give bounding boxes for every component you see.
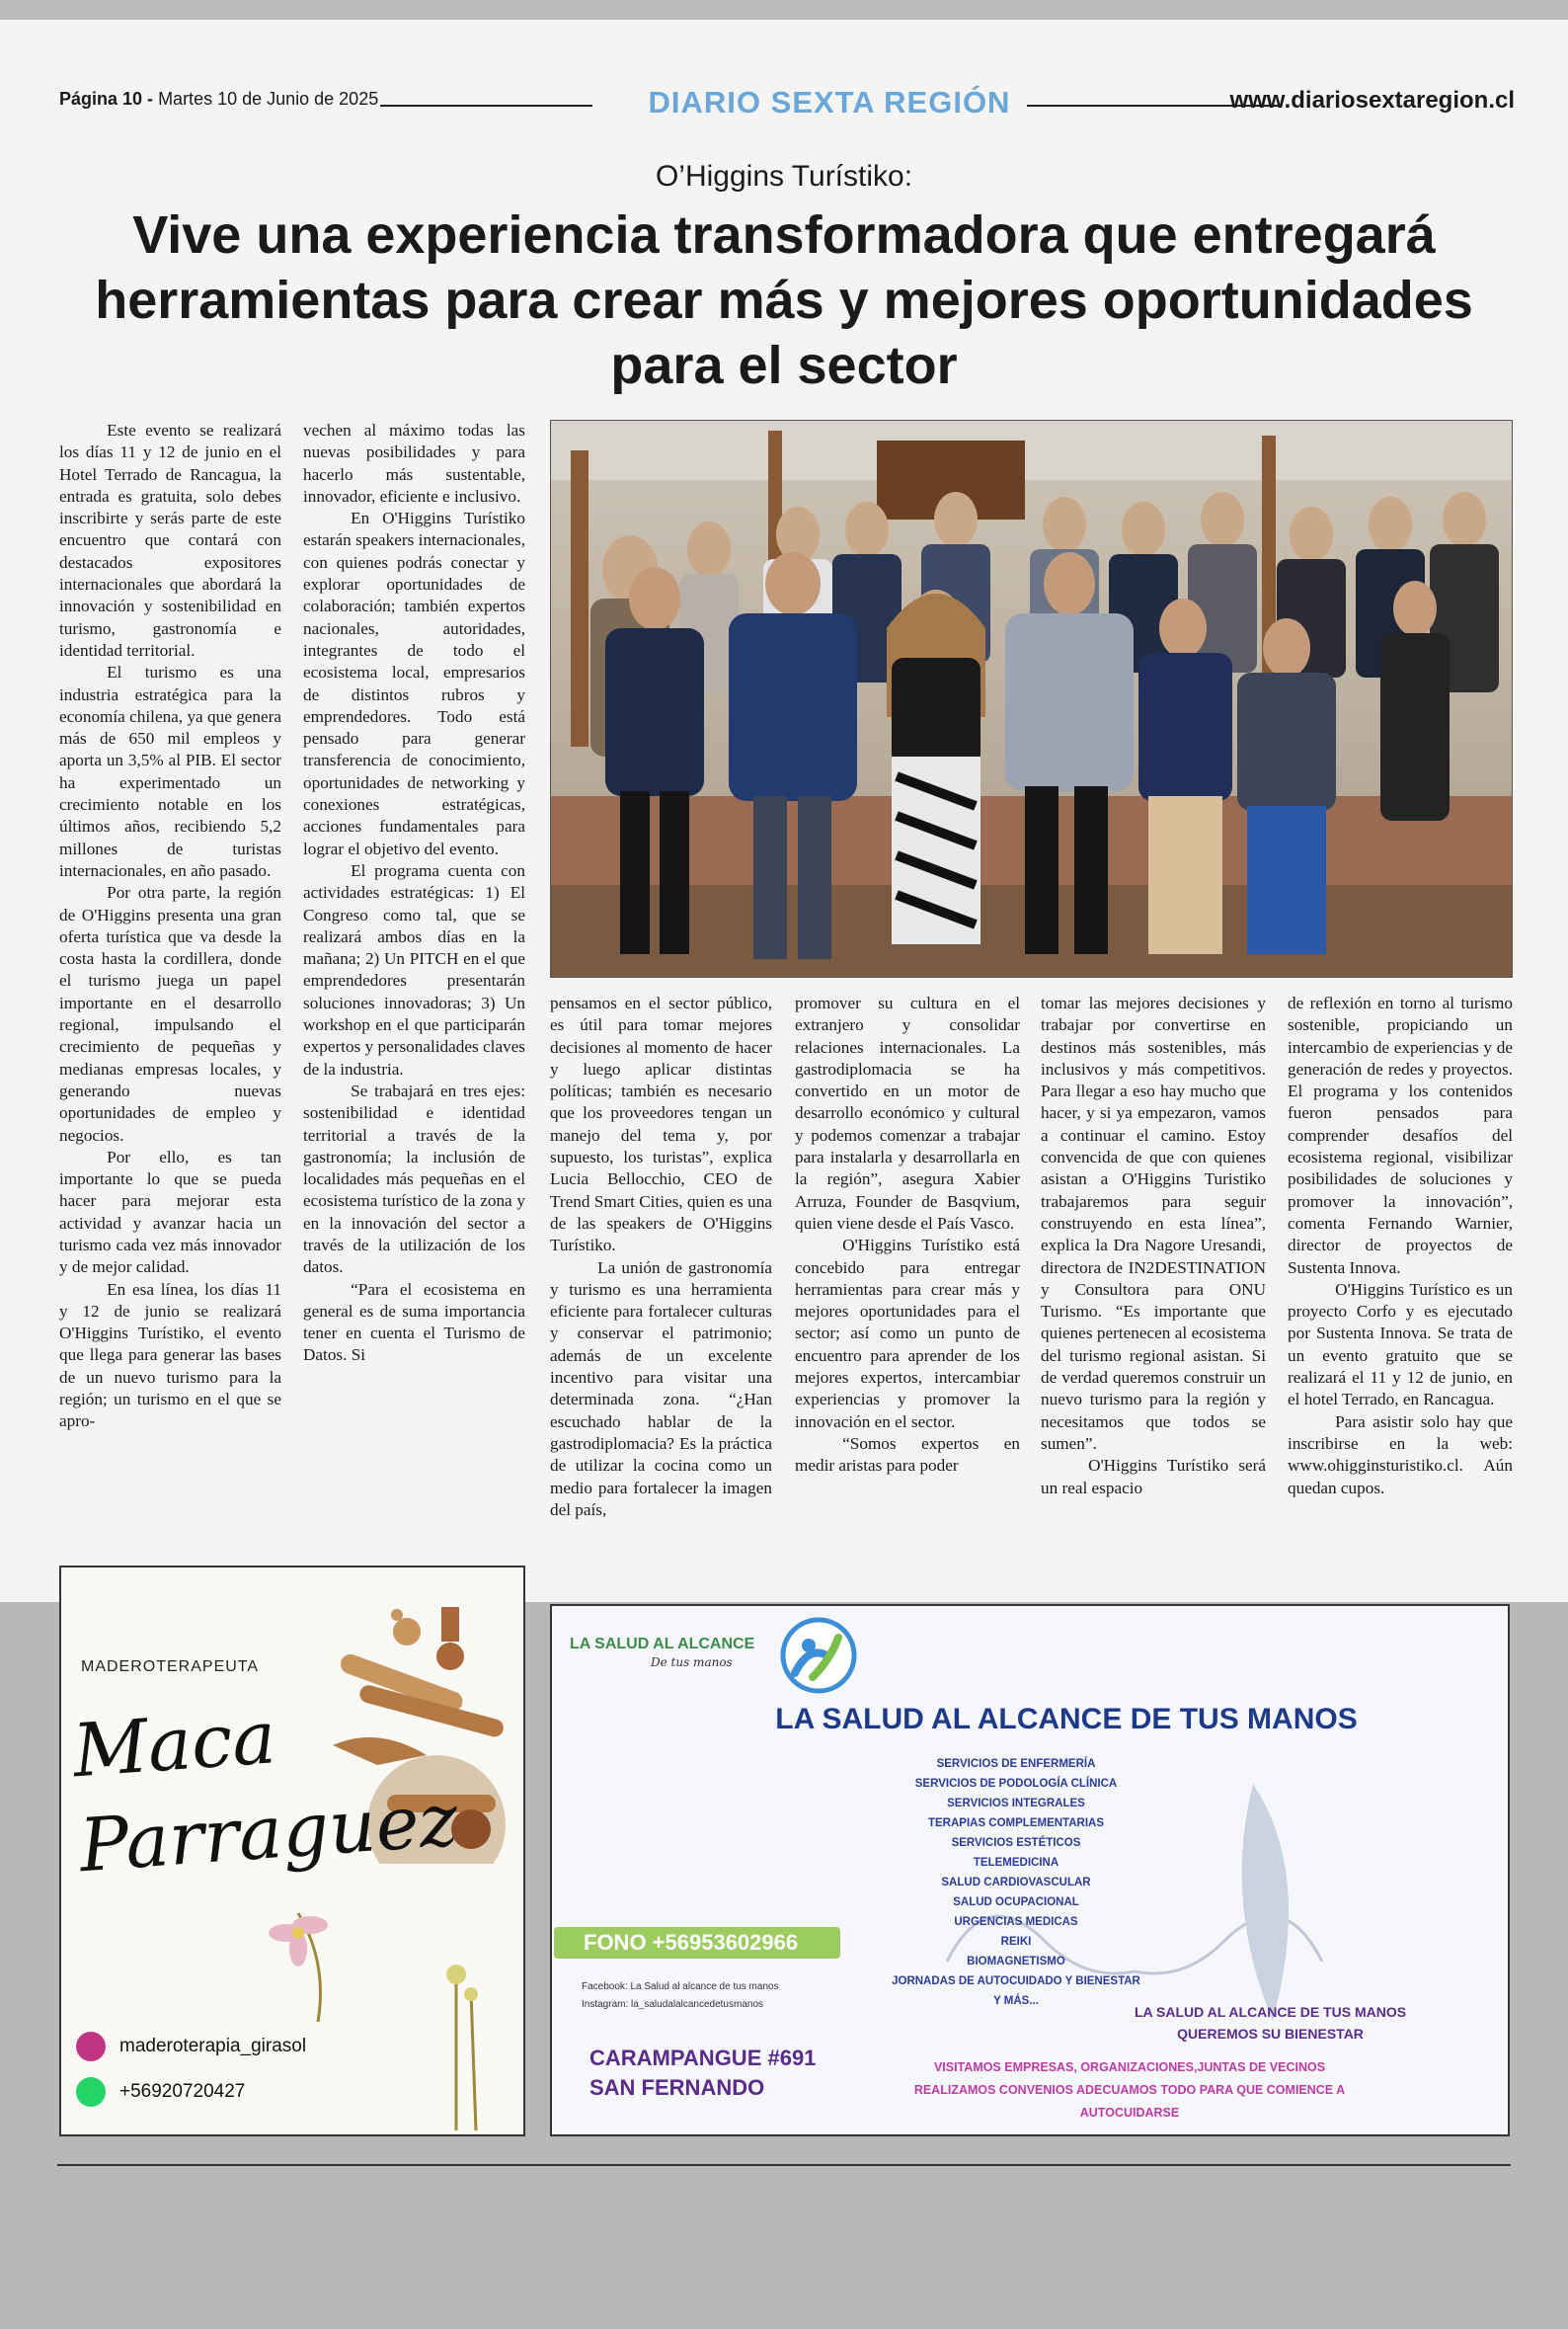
group-photo-illustration <box>551 421 1513 978</box>
paragraph: “Somos expertos en medir aristas para poder <box>795 1433 1020 1476</box>
whatsapp-number[interactable]: +56920720427 <box>119 2081 246 2102</box>
service-item: TERAPIAS COMPLEMENTARIAS <box>927 1817 1105 1829</box>
paragraph: Por ello, es tan importante lo que se pueda hacer para mejorar esta actividad y avanzar hacia un turismo cada vez más innovador y de mejor calidad. <box>59 1147 281 1277</box>
profession-label: MADEROTERAPEUTA <box>81 1658 260 1675</box>
service-item: BIOMAGNETISMO <box>967 1956 1065 1968</box>
article-column-1 <box>59 420 281 1433</box>
paragraph: Para asistir solo hay que inscribirse en la web: www.ohigginsturistiko.cl. Aún quedan cupos. <box>1288 1411 1513 1497</box>
facebook-line: Facebook: La Salud al alcance de tus manos <box>582 1981 779 1992</box>
ad-tagline <box>1135 2001 1406 2045</box>
article-column-2 <box>303 420 525 1367</box>
address-city: SAN FERNANDO <box>589 2075 765 2100</box>
ad-visit-note <box>888 2056 1372 2125</box>
therapist-last-name: Parraguez <box>76 1777 461 1889</box>
instagram-contact[interactable] <box>76 2032 306 2061</box>
ad-title: LA SALUD AL ALCANCE DE TUS MANOS <box>775 1703 1358 1735</box>
maderoterapia-ad <box>59 1566 525 2136</box>
salud-ad <box>550 1604 1510 2136</box>
health-logo-icon <box>779 1616 858 1695</box>
page-header <box>59 85 1515 128</box>
therapist-name <box>70 1678 461 1893</box>
service-item: SALUD OCUPACIONAL <box>953 1896 1079 1908</box>
service-item: SALUD CARDIOVASCULAR <box>941 1877 1091 1888</box>
whatsapp-icon <box>76 2077 106 2107</box>
flower-icon <box>259 1903 515 2130</box>
page-info <box>59 89 378 110</box>
paragraph: tomar las mejores decisiones y trabajar por convertirse en destinos más sostenibles, más inclusivos y más competitivos. Para llegar a eso hay mucho que hacer, y si ya empezaron, vamos a continuar el camino. Estoy convencida de que con quienes asistan a O'Higgins Turistiko trabajaremos para seguir construyendo en esta línea”, explica la Dra Nagore Uresandi, directora de IN2DESTINATION y Consultora para ONU Turismo. “Es importante que quienes pertenecen al ecosistema del turismo regional asistan. Si de verdad queremos construir un nuevo turismo para la región y necesitamos que todos se sumen”. <box>1041 994 1266 1453</box>
service-item: JORNADAS DE AUTOCUIDADO Y BIENESTAR <box>892 1975 1140 1987</box>
services-list <box>740 1754 1293 2011</box>
article-column-3 <box>550 993 772 1521</box>
paragraph: El turismo es una industria estratégica para la economía chilena, ya que genera más de 650 mil empleos y aporta un 3,5% al PIB. El sector ha experimentado un crecimiento notable en los últimos años, recibiendo 5,2 millones de turistas internacionales, en año pasado. <box>59 663 281 880</box>
paragraph: En O'Higgins Turístiko estarán speakers internacionales, con quienes podrás conectar y explorar oportunidades de colaboración; también expertos nacionales, autoridades, integrantes de todo el ecosistema local, empresarios de distintos rubros y emprendedores. Todo está pensado para generar transferencia de conocimiento, oportunidades de networking y conexiones estratégicas, acciones fundamentales para lograr el objetivo del evento. <box>303 509 525 858</box>
paragraph: En esa línea, los días 11 y 12 de junio se realizará O'Higgins Turístiko, el evento que llega para generar las bases de un nuevo turismo para la región; un turismo en el que se apro- <box>59 1279 281 1431</box>
paragraph: O'Higgins Turístiko será un real espacio <box>1041 1456 1266 1497</box>
newspaper-name: DIARIO SEXTA REGIÓN <box>648 85 1011 120</box>
paragraph: “Para el ecosistema en general es de suma importancia tener en cuenta el Turismo de Datos. Si <box>303 1279 525 1365</box>
website-url: www.diariosextaregion.cl <box>1229 87 1515 114</box>
article-column-6 <box>1288 993 1513 1499</box>
visit-line: VISITAMOS EMPRESAS, ORGANIZACIONES,JUNTAS DE VECINOS <box>933 2060 1326 2074</box>
article-column-5 <box>1041 993 1266 1499</box>
service-item: Y MÁS... <box>993 1995 1039 2007</box>
paragraph: O'Higgins Turístiko está concebido para entregar herramientas para crear más y mejores oportunidades para el sector; así como un punto de encuentro para aprender de los mejores expertos, intercambiar experiencias y promover la innovación en el sector. <box>795 1236 1020 1431</box>
service-item: REIKI <box>1000 1936 1032 1948</box>
paragraph: vechen al máximo todas las nuevas posibilidades y para hacerlo más sustentable, innovador, eficiente e inclusivo. <box>303 421 525 506</box>
article-column-4 <box>795 993 1020 1478</box>
paragraph: pensamos en el sector público, es útil para tomar mejores decisiones al momento de hacer y luego aplicar distintas políticas; también es necesario que los proveedores tengan un manejo del tema y, por supuesto, los turistas”, explica Lucia Bellocchio, CEO de Trend Smart Cities, quien es una de las speakers de O'Higgins Turístiko. <box>550 994 772 1255</box>
ad-brand: LA SALUD AL ALCANCE <box>570 1636 755 1652</box>
paragraph: de reflexión en torno al turismo sostenible, propiciando un intercambio de experiencias y de generación de redes y proyectos. El programa y los contenidos fueron pensados para comprender desafíos del ecosistema regional, visibilizar posibilidades de soluciones y promover la innovación”, comenta Fernando Warnier, director de proyectos de Sustenta Innova. <box>1288 994 1513 1277</box>
group-photo <box>550 420 1513 978</box>
paragraph: Se trabajará en tres ejes: sostenibilidad e identidad territorial a través de la gastronomía; la inclusión de localidades más pequeñas en el ecosistema turístico de la zona y en la innovación del sector a través de la utilización de los datos. <box>303 1081 525 1277</box>
paragraph: O'Higgins Turístico es un proyecto Corfo y es ejecutado por Sustenta Innova. Se trata de un evento gratuito que se realizará el 11 y 12 de junio, en el hotel Terrado, en Rancagua. <box>1288 1279 1513 1409</box>
page-number: Página 10 - <box>59 89 154 109</box>
paragraph: Este evento se realizará los días 11 y 12 de junio en el Hotel Terrado de Rancagua, la entrada es gratuita, solo debes inscribirte y serás parte de este encuentro que contará con destacados expositores internacionales que abordará la innovación y sostenibilidad en turismo, gastronomía e identidad territorial. <box>59 421 281 660</box>
paragraph: Por otra parte, la región de O'Higgins presenta una gran oferta turística que va desde la costa hasta la cordillera, donde el turismo juega un papel importante en el desarrollo regional, impulsando el crecimiento de pequeñas y medianas empresas locales, y generando nuevas oportunidades de empleo y negocios. <box>59 883 281 1145</box>
article-headline: Vive una experiencia transformadora que entregará herramientas para crear más y mejores oportunidades para el sector <box>95 205 1473 395</box>
top-gray-bar <box>0 0 1568 20</box>
issue-date: Martes 10 de Junio de 2025 <box>158 89 379 109</box>
header-rule-left <box>380 105 592 107</box>
ad-address <box>589 2044 816 2103</box>
instagram-line: Instagram: la_saludalalcancedetusmanos <box>582 1999 763 2010</box>
service-item: SERVICIOS DE ENFERMERÍA <box>936 1758 1096 1770</box>
ad-brand-sub: De tus manos <box>651 1655 733 1669</box>
ad-social <box>582 1978 779 2014</box>
tagline-main: LA SALUD AL ALCANCE DE TUS MANOS <box>1135 2004 1407 2020</box>
paragraph: promover su cultura en el extranjero y consolidar relaciones internacionales. La gastrodiplomacia se ha convertido en un motor de desarrollo económico y cultural y podemos comenzar a trabajar para instalarla y desarrollarla en la región”, asegura Xabier Arruza, Founder de Basqvium, quien viene desde el País Vasco. <box>795 994 1020 1233</box>
service-item: URGENCIAS MEDICAS <box>954 1916 1078 1928</box>
visit-line: AUTOCUIDARSE <box>1079 2106 1180 2120</box>
paragraph: El programa cuenta con actividades estratégicas: 1) El Congreso como tal, que se realizará ambos días en la mañana; 2) Un PITCH en el que emprendedores presentarán soluciones innovadoras; 3) Un workshop en el que participarán expertos y personalidades claves de la industria. <box>303 860 525 1079</box>
whatsapp-contact[interactable] <box>76 2077 245 2107</box>
therapist-first-name: Maca <box>70 1695 279 1795</box>
article-kicker: O’Higgins Turístiko: <box>655 160 913 193</box>
visit-line: REALIZAMOS CONVENIOS ADECUAMOS TODO PARA QUE COMIENCE A <box>913 2083 1346 2097</box>
ad-phone[interactable]: FONO +56953602966 <box>554 1927 840 1959</box>
service-item: SERVICIOS INTEGRALES <box>947 1798 1085 1809</box>
paragraph: La unión de gastronomía y turismo es una herramienta eficiente para fortalecer culturas y conservar el patrimonio; además de un excelente incentivo para visitar una determinada zona. “¿Han escuchado hablar de la gastrodiplomacia? Es la práctica de utilizar la cocina como un medio para fortalecer la imagen del país, <box>550 1257 772 1519</box>
instagram-handle[interactable]: maderoterapia_girasol <box>119 2036 307 2056</box>
address-street: CARAMPANGUE #691 <box>589 2046 817 2070</box>
tagline-sub: QUEREMOS SU BIENESTAR <box>1177 2026 1364 2042</box>
service-item: SERVICIOS DE PODOLOGÍA CLÍNICA <box>914 1778 1118 1790</box>
service-item: SERVICIOS ESTÉTICOS <box>951 1837 1081 1849</box>
service-item: TELEMEDICINA <box>973 1857 1059 1869</box>
bottom-rule <box>57 2164 1511 2166</box>
instagram-icon <box>76 2032 106 2061</box>
